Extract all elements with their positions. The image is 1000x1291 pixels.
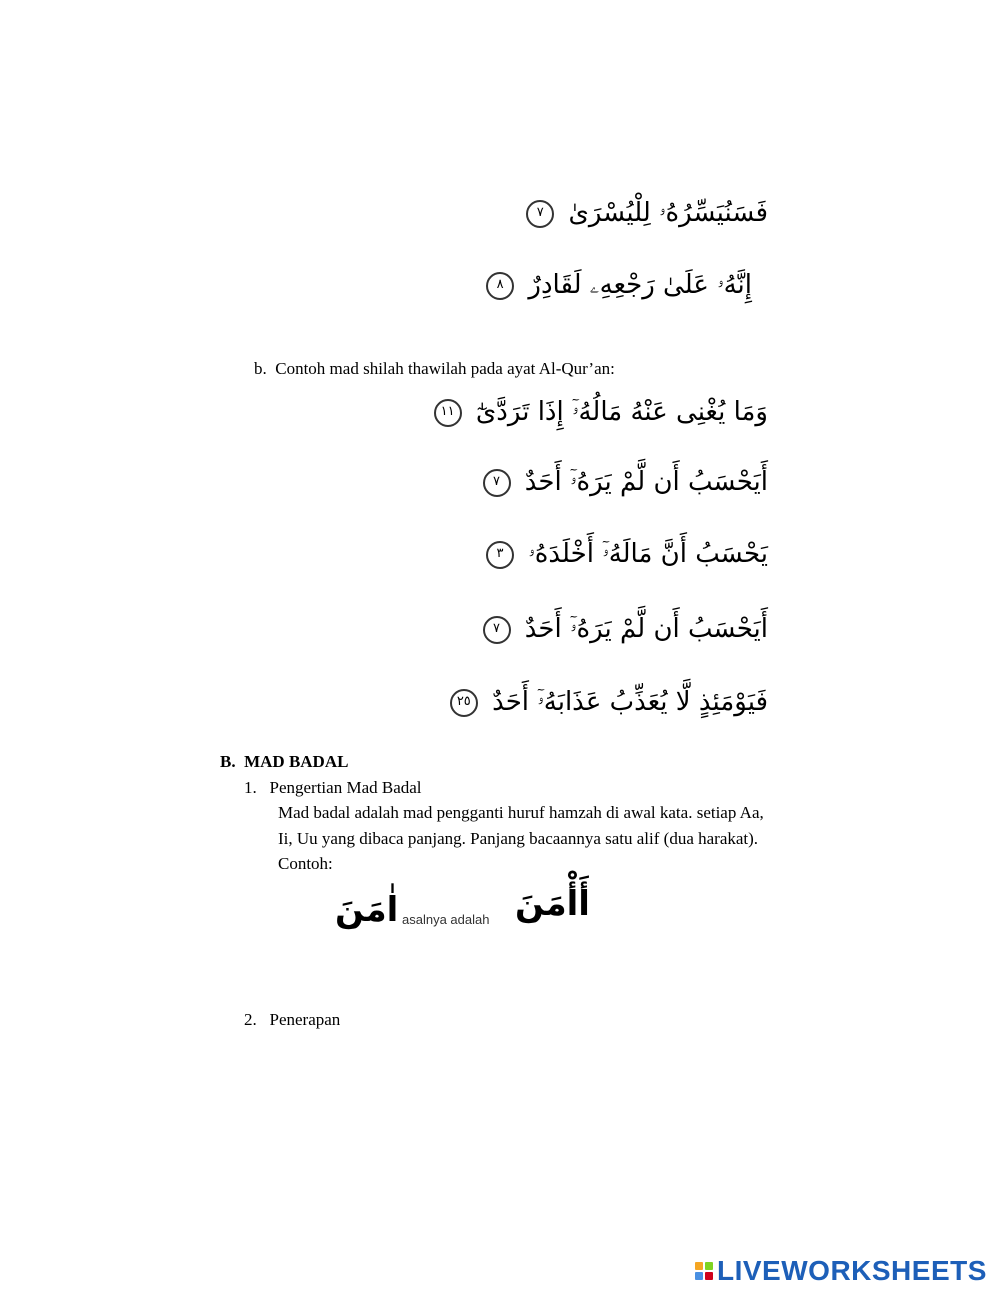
verse-text: فَيَوْمَئِذٍ لَّا يُعَذِّبُ عَذَابَهُۥٓ أَحَدٌ [492, 687, 768, 717]
example-verse-1 [434, 395, 768, 429]
example-word-left: اٰمَنَ [335, 890, 399, 930]
item-1-heading [244, 776, 422, 800]
example-verse-3 [486, 537, 768, 571]
section-title: MAD BADAL [244, 752, 349, 771]
contoh-label: Contoh: [278, 854, 333, 873]
definition-line-1: Mad badal adalah mad pengganti huruf hamzah di awal kata. setiap Aa, [278, 803, 764, 822]
example-connector-text: asalnya adalah [402, 912, 490, 927]
definition-line-2: Ii, Uu yang dibaca panjang. Panjang bacaannya satu alif (dua harakat). [278, 829, 759, 848]
sub-heading-marker: b. [254, 359, 267, 378]
example-verse-4 [483, 612, 768, 646]
ayah-marker: ٨ [486, 272, 514, 300]
sub-heading-label: Contoh mad shilah thawilah pada ayat Al-Qur’an: [275, 359, 615, 378]
liveworksheets-logo[interactable] [695, 1255, 987, 1287]
item-marker: 1. [244, 778, 257, 797]
ayah-marker: ٢٥ [450, 689, 478, 717]
example-verse-2 [483, 465, 768, 499]
verse-text: أَيَحْسَبُ أَن لَّمْ يَرَهُۥٓ أَحَدٌ [524, 614, 768, 644]
brand-name: LIVEWORKSHEETS [717, 1255, 987, 1286]
item-2-heading [244, 1008, 340, 1032]
ayah-marker: ٧ [483, 616, 511, 644]
item-title: Pengertian Mad Badal [269, 778, 422, 797]
liveworksheets-grid-icon [695, 1262, 713, 1280]
example-verse-5 [450, 685, 768, 719]
item-marker: 2. [244, 1010, 257, 1029]
verse-text: وَمَا يُغْنِى عَنْهُ مَالُهُۥٓ إِذَا تَرَدَّىٰٓ [475, 397, 768, 427]
section-b-heading [220, 750, 348, 774]
ayah-marker: ٧ [526, 200, 554, 228]
section-marker: B. [220, 752, 236, 771]
verse-text: يَحْسَبُ أَنَّ مَالَهُۥٓ أَخْلَدَهُۥ [528, 539, 768, 569]
example-word-right: أَأْمَنَ [515, 884, 590, 924]
verse-1 [526, 196, 768, 230]
ayah-marker: ١١ [434, 399, 462, 427]
verse-1-text: فَسَنُيَسِّرُهُۥ لِلْيُسْرَىٰ [568, 198, 768, 228]
ayah-marker: ٣ [486, 541, 514, 569]
ayah-marker: ٧ [483, 469, 511, 497]
item-title: Penerapan [269, 1010, 341, 1029]
sub-heading-b [254, 357, 615, 381]
verse-2 [486, 268, 752, 302]
verse-2-text: إِنَّهُۥ عَلَىٰ رَجْعِهِۦ لَقَادِرٌ [528, 270, 752, 300]
verse-text: أَيَحْسَبُ أَن لَّمْ يَرَهُۥٓ أَحَدٌ [524, 467, 768, 497]
